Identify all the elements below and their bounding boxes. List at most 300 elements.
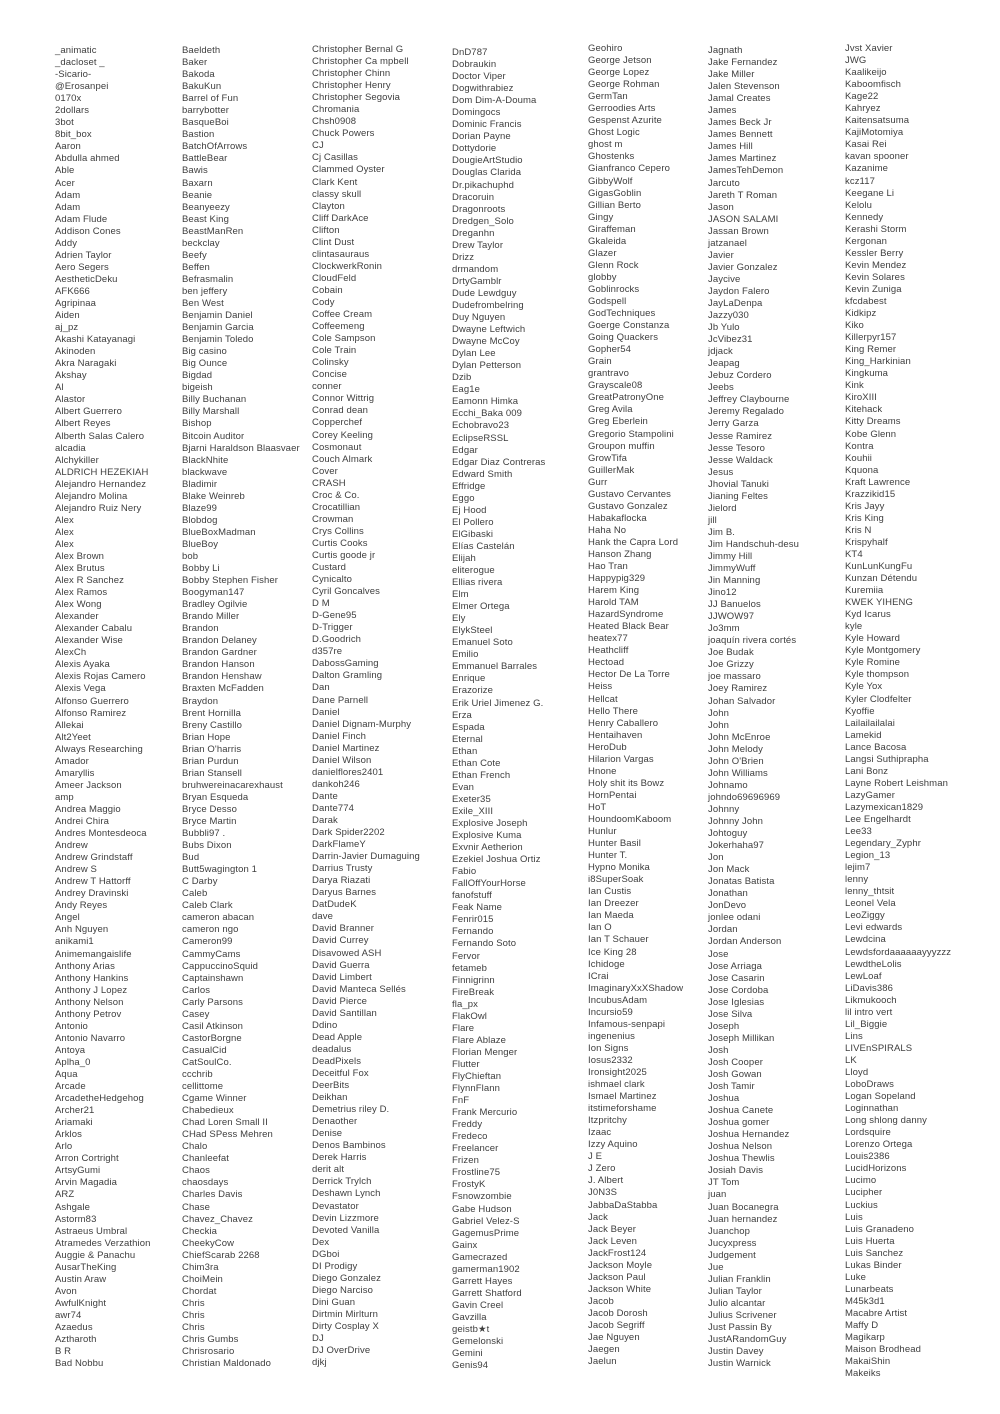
credit-name: Itzpritchy xyxy=(588,1115,628,1127)
credit-name: Dzib xyxy=(452,372,472,384)
credit-name: James xyxy=(708,105,737,117)
credit-name: Habakaflocka xyxy=(588,512,647,524)
credit-name: Amaryllis xyxy=(55,767,95,779)
credits-column-5 xyxy=(588,43,683,1368)
credit-name: Billy Buchanan xyxy=(182,394,247,406)
credit-name: Bryce Desso xyxy=(182,803,237,815)
credit-name: cameron abacan xyxy=(182,912,255,924)
credit-name: Ian Maeda xyxy=(588,910,634,922)
credit-name: Alexander Cabalu xyxy=(55,623,133,635)
credit-name: Daniel Dignam-Murphy xyxy=(312,718,412,730)
credit-name: Emilio xyxy=(452,649,479,661)
credit-name: Corey Keeling xyxy=(312,429,373,441)
credit-name: juan xyxy=(708,1189,727,1201)
credit-name: Gainx xyxy=(452,1239,478,1251)
credit-name: Astraeus Umbral xyxy=(55,1225,128,1237)
credit-name: Al xyxy=(55,382,64,394)
credit-name: Chalo xyxy=(182,1141,208,1153)
credit-name: Emanuel Soto xyxy=(452,637,513,649)
credit-name: Juan Bocanegra xyxy=(708,1201,779,1213)
credit-name: Jose Silva xyxy=(708,1008,753,1020)
credit-name: eliterogue xyxy=(452,565,495,577)
credit-name: AFK666 xyxy=(55,285,90,297)
credit-name: J Zero xyxy=(588,1163,616,1175)
credit-name: Greg Avila xyxy=(588,404,633,416)
credit-name: Adrien Taylor xyxy=(55,249,112,261)
credit-name: David Pierce xyxy=(312,995,368,1007)
credit-name: Jielord xyxy=(708,502,737,514)
credit-name: FlakOwl xyxy=(452,1010,488,1022)
credit-name: Devastator xyxy=(312,1200,359,1212)
credit-name: Dead Apple xyxy=(312,1031,363,1043)
credit-name: jdjack xyxy=(708,346,733,358)
credit-name: Jordan xyxy=(708,924,738,936)
credit-name: Chuck Powers xyxy=(312,128,375,140)
credit-name: Hentaihaven xyxy=(588,729,643,741)
credit-name: i8SuperSoak xyxy=(588,874,644,886)
credit-name: DeadPixels xyxy=(312,1055,362,1067)
credit-name: Iosus2332 xyxy=(588,1054,633,1066)
credit-name: Carlos xyxy=(182,984,211,996)
credit-name: Brian Hope xyxy=(182,731,231,743)
credit-name: Jerry Garza xyxy=(708,418,759,430)
credit-name: Andrea Maggio xyxy=(55,803,121,815)
credit-name: Addy xyxy=(55,237,78,249)
credit-name: J0N3S xyxy=(588,1187,618,1199)
credit-name: Levi edwards xyxy=(845,922,903,934)
credit-name: Julius Scrivener xyxy=(708,1309,777,1321)
credit-name: djkj xyxy=(312,1357,327,1369)
credit-name: Brandon xyxy=(182,623,219,635)
credit-name: Alejandro Hernandez xyxy=(55,478,147,490)
credit-name: ImaginaryXxXShadow xyxy=(588,982,684,994)
credit-name: Jassan Brown xyxy=(708,225,769,237)
credit-name: Brandon Delaney xyxy=(182,635,257,647)
credit-name: Gustavo Cervantes xyxy=(588,488,672,500)
credit-name: Christopher Bernal G xyxy=(312,44,404,55)
credit-name: FnF xyxy=(452,1095,470,1107)
credit-name: Alexander Wise xyxy=(55,635,123,647)
credit-name: JJWOW97 xyxy=(708,611,755,623)
credit-name: Arvin Magadia xyxy=(55,1177,118,1189)
credit-name: Jonathan xyxy=(708,888,748,900)
credit-name: Heiss xyxy=(588,681,613,693)
credit-name: Beffen xyxy=(182,261,210,273)
credit-name: Cole Sampson xyxy=(312,333,376,345)
credit-name: LiDavis386 xyxy=(845,982,893,994)
credit-name: John McEnroe xyxy=(708,731,771,743)
credit-name: Alexis Ayaka xyxy=(55,659,110,671)
credit-name: Bryce Martin xyxy=(182,816,237,827)
credit-name: Joe Budak xyxy=(708,647,754,659)
credit-name: Jazzy030 xyxy=(708,310,749,322)
credit-name: Jaegen xyxy=(588,1344,620,1356)
credit-name: clintasauraus xyxy=(312,248,370,260)
credit-name: Fenrir015 xyxy=(452,914,494,926)
credit-name: Jeapag xyxy=(708,358,740,370)
credit-name: Astorm83 xyxy=(55,1213,97,1225)
credit-name: Baxarn xyxy=(182,177,213,189)
credit-name: Javier xyxy=(708,249,734,261)
credit-name: Bitcoin Auditor xyxy=(182,430,245,442)
credit-name: Kennedy xyxy=(845,211,884,223)
credit-name: Javier Gonzalez xyxy=(708,261,778,273)
credit-name: Always Researching xyxy=(55,743,143,755)
credit-name: Fsnowzombie xyxy=(452,1191,512,1203)
credit-name: Kingkuma xyxy=(845,368,889,380)
credit-name: Dwayne McCoy xyxy=(452,336,520,348)
credit-name: John Williams xyxy=(708,767,768,779)
credit-name: LewdtheLolis xyxy=(845,958,902,970)
credit-name: Ddino xyxy=(312,1019,338,1031)
credit-name: Demetrius riley D. xyxy=(312,1104,390,1116)
credit-name: John Melody xyxy=(708,743,763,755)
credit-name: Jaycive xyxy=(708,273,741,285)
credit-name: Kaboomfisch xyxy=(845,79,902,91)
credit-name: Dane Parnell xyxy=(312,694,369,706)
credit-name: Krazzikid15 xyxy=(845,488,896,500)
credit-name: John O'Brien xyxy=(708,755,764,767)
credit-name: James Bennett xyxy=(708,129,773,141)
credit-name: DGboi xyxy=(312,1248,340,1260)
credit-name: Kelolu xyxy=(845,199,873,211)
credit-name: Jin Manning xyxy=(708,575,761,587)
credit-name: dave xyxy=(312,911,334,923)
credit-name: Johnny xyxy=(708,803,740,815)
credit-name: Alex xyxy=(55,514,74,526)
credit-name: FallOffYourHorse xyxy=(452,878,526,890)
credit-name: Antonio xyxy=(55,1020,88,1032)
credit-name: CastorBorgne xyxy=(182,1032,242,1044)
credit-name: Glazer xyxy=(588,247,617,259)
credit-name: Chordat xyxy=(182,1285,217,1297)
credit-name: Lucimo xyxy=(845,1175,877,1187)
credit-name: Fredeco xyxy=(452,1131,488,1143)
credit-name: Jeffrey Claybourne xyxy=(708,394,790,406)
credit-name: LucidHorizons xyxy=(845,1163,907,1175)
credit-name: Justin Warnick xyxy=(708,1358,771,1370)
credit-name: Kasai Rei xyxy=(845,139,887,151)
credit-name: Jhovial Tanuki xyxy=(708,478,769,490)
credit-name: Espada xyxy=(452,721,485,733)
credit-name: itstimeforshame xyxy=(588,1103,657,1115)
credit-name: lenny_thtsit xyxy=(845,886,895,898)
credit-name: ben jeffery xyxy=(182,285,228,297)
credit-name: cameron ngo xyxy=(182,924,239,936)
credit-name: Alchykiller xyxy=(55,454,99,466)
credit-name: Kunzan Détendu xyxy=(845,573,918,585)
credit-name: Frostline75 xyxy=(452,1167,501,1179)
credit-name: Chris xyxy=(182,1297,205,1309)
credit-name: Exeter35 xyxy=(452,793,491,805)
credit-name: Dalton Gramling xyxy=(312,670,383,682)
credit-name: Jue xyxy=(708,1261,724,1273)
credit-name: GermTan xyxy=(588,91,628,103)
credit-name: Captainshawn xyxy=(182,972,244,984)
credit-name: Luke xyxy=(845,1271,867,1283)
credit-name: joe massaro xyxy=(708,671,761,683)
credit-name: derit alt xyxy=(312,1164,345,1176)
credit-name: Croc & Co. xyxy=(312,489,360,501)
credit-name: Bubbli97 . xyxy=(182,828,226,840)
credit-name: Gabe Hudson xyxy=(452,1203,512,1215)
credit-name: IncubusAdam xyxy=(588,994,648,1006)
credit-name: Kyle thompson xyxy=(845,669,910,681)
credit-name: Joseph Millikan xyxy=(708,1032,775,1044)
credit-name: Eag1e xyxy=(452,384,480,396)
credit-name: Lucipher xyxy=(845,1187,883,1199)
credit-name: Giraffeman xyxy=(588,223,636,235)
credit-name: FrostyK xyxy=(452,1179,486,1191)
credit-name: Jason xyxy=(708,201,734,213)
credit-name: Christopher Henry xyxy=(312,80,391,92)
credit-name: Albert Reyes xyxy=(55,418,111,430)
credit-name: Bad Nobbu xyxy=(55,1358,104,1370)
credit-name: Derek Harris xyxy=(312,1152,367,1164)
credit-name: Brandon Gardner xyxy=(182,647,257,659)
credit-name: Hao Tran xyxy=(588,561,628,573)
credit-name: Jucyxpress xyxy=(708,1237,757,1249)
credit-name: Lewdcina xyxy=(845,934,886,946)
credit-name: J. Albert xyxy=(588,1175,624,1187)
credit-name: ArcadetheHedgehog xyxy=(55,1093,144,1105)
credit-name: Kitehack xyxy=(845,404,883,416)
credit-name: Dan xyxy=(312,682,330,694)
credit-name: HornPentai xyxy=(588,789,637,801)
credit-name: Ethan Cote xyxy=(452,757,501,769)
credit-name: Alejandro Molina xyxy=(55,490,128,502)
credit-name: Jack xyxy=(588,1211,608,1223)
credit-name: Denos Bambinos xyxy=(312,1140,386,1152)
credit-name: Juan hernandez xyxy=(708,1213,778,1225)
credit-name: Cosmonaut xyxy=(312,441,362,453)
credit-name: Joey Ramirez xyxy=(708,683,768,695)
credit-name: Jalen Stevenson xyxy=(708,81,780,93)
credit-name: Kyle Howard xyxy=(845,633,900,645)
credit-name: GodTechniques xyxy=(588,308,656,320)
credit-name: Jacob xyxy=(588,1295,614,1307)
credit-name: Long shlong danny xyxy=(845,1115,927,1127)
credit-name: Jake Miller xyxy=(708,69,755,81)
credit-name: Joseph xyxy=(708,1020,740,1032)
credit-name: Erza xyxy=(452,709,472,721)
credit-name: JcVibez31 xyxy=(708,334,753,346)
credit-name: fanofstuff xyxy=(452,890,492,902)
credit-name: Kidkipz xyxy=(845,308,877,320)
credit-name: BatchOfArrows xyxy=(182,141,248,153)
credit-name: Dark Spider2202 xyxy=(312,827,385,839)
credit-name: Dirty Cosplay X xyxy=(312,1320,379,1332)
credit-name: Legion_13 xyxy=(845,850,891,862)
credit-name: Kris Jayy xyxy=(845,500,885,512)
credit-name: D-Trigger xyxy=(312,622,353,634)
credit-name: Gianfranco Cepero xyxy=(588,163,670,175)
credit-name: Jon Mack xyxy=(708,864,750,876)
credit-name: Keegane Li xyxy=(845,187,895,199)
credit-name: David Limbert xyxy=(312,971,372,983)
credit-name: Jim B. xyxy=(708,526,735,538)
credit-name: GibbyWolf xyxy=(588,175,633,187)
credit-name: King_Harkinian xyxy=(845,356,911,368)
credit-name: Ian O xyxy=(588,922,612,934)
credit-name: Bladimir xyxy=(182,478,218,490)
credit-name: Ej Hood xyxy=(452,504,487,516)
credit-name: Jim Handschuh-desu xyxy=(708,538,800,550)
credit-name: kcz117 xyxy=(845,175,875,187)
credit-name: ccchrib xyxy=(182,1068,213,1080)
credit-name: Evan xyxy=(452,781,475,793)
credit-name: Akinoden xyxy=(55,346,96,358)
credit-name: Lee33 xyxy=(845,826,872,838)
credit-name: Fabio xyxy=(452,866,477,878)
credit-name: Johnamo xyxy=(708,779,748,791)
credit-name: Enrique xyxy=(452,673,486,685)
credit-name: Alex Ramos xyxy=(55,587,108,599)
credit-name: EclipseRSSL xyxy=(452,432,509,444)
credit-name: Coffeemeng xyxy=(312,321,365,333)
credit-name: Dreganhn xyxy=(452,227,495,239)
credit-name: D-Gene95 xyxy=(312,610,357,622)
credit-name: Ion Signs xyxy=(588,1042,629,1054)
credit-name: Andy Reyes xyxy=(55,900,108,912)
credit-name: DarkFlameY xyxy=(312,839,366,851)
credit-name: geistb★t xyxy=(452,1323,490,1335)
credit-name: lejim7 xyxy=(845,862,871,874)
credit-name: Lins xyxy=(845,1030,863,1042)
credit-name: Crys Collins xyxy=(312,525,364,537)
credit-name: CatSoulCo. xyxy=(182,1056,232,1068)
credit-name: Alastor xyxy=(55,394,86,406)
credit-name: heatex77 xyxy=(588,633,628,645)
credit-name: Animemangaislife xyxy=(55,948,132,960)
credit-name: Drew Taylor xyxy=(452,239,504,251)
credit-name: Gavzilla xyxy=(452,1311,487,1323)
credit-name: Krispyhalf xyxy=(845,536,888,548)
credit-name: DJ OverDrive xyxy=(312,1345,371,1357)
credit-name: Lil_Biggie xyxy=(845,1018,888,1030)
credit-name: Jo3mm xyxy=(708,623,740,635)
credit-name: Adam xyxy=(55,189,81,201)
credit-name: Jackson Paul xyxy=(588,1271,646,1283)
credit-name: Kyle Montgomery xyxy=(845,645,921,657)
credit-name: Cobain xyxy=(312,284,343,296)
credit-name: Beast King xyxy=(182,213,229,225)
credit-name: Big casino xyxy=(182,346,227,358)
credit-name: Dylan Lee xyxy=(452,348,496,360)
credit-name: Dini Guan xyxy=(312,1296,356,1308)
credit-name: Arklos xyxy=(55,1129,82,1141)
credit-name: Azaedus xyxy=(55,1321,93,1333)
credit-name: Emmanuel Barrales xyxy=(452,661,538,673)
credit-name: Gustavo Gonzalez xyxy=(588,500,668,512)
credit-name: KWEK YIHENG xyxy=(845,597,913,609)
credit-name: King Remer xyxy=(845,344,897,356)
credit-name: Hank the Capra Lord xyxy=(588,536,679,548)
credit-name: Heated Black Bear xyxy=(588,621,669,633)
credit-name: barrybotter xyxy=(182,105,230,117)
credit-name: Joshua xyxy=(708,1093,740,1105)
credit-name: Jon xyxy=(708,852,724,864)
credit-name: Leonel Vela xyxy=(845,898,896,910)
credit-name: conner xyxy=(312,381,342,393)
credit-name: Acer xyxy=(55,177,75,189)
credit-name: Ironsight2025 xyxy=(588,1066,647,1078)
credit-name: Dredgen_Solo xyxy=(452,215,514,227)
credit-name: Julio alcantar xyxy=(708,1297,766,1309)
credit-name: Christian Maldonado xyxy=(182,1358,272,1370)
credit-name: Chris Gumbs xyxy=(182,1334,239,1346)
credit-name: Ghost Logic xyxy=(588,127,640,139)
credit-name: HoT xyxy=(588,801,607,813)
credit-name: ARZ xyxy=(55,1189,75,1201)
credit-name: Josh Tamir xyxy=(708,1081,755,1093)
credit-name: Exile_XIII xyxy=(452,805,494,817)
credit-name: Lordsquire xyxy=(845,1127,891,1139)
credit-name: Haha No xyxy=(588,524,627,536)
credit-name: Kobe Glenn xyxy=(845,428,897,440)
credit-name: HoundoomKaboom xyxy=(588,814,672,825)
credit-name: Dogwithrabiez xyxy=(452,83,514,95)
credit-name: Custard xyxy=(312,562,346,574)
credit-name: Lailailailalai xyxy=(845,717,895,729)
credit-name: Chromania xyxy=(312,104,360,116)
credit-name: Jack Beyer xyxy=(588,1223,636,1235)
credit-name: Joshua Hernandez xyxy=(708,1129,790,1141)
credit-name: Lorenzo Ortega xyxy=(845,1139,913,1151)
credit-name: Chris xyxy=(182,1309,205,1321)
credit-name: _animatic xyxy=(55,45,97,56)
credit-name: Maffy D xyxy=(845,1319,879,1331)
credit-name: Christopher Chinn xyxy=(312,68,391,80)
credit-name: M45k3d1 xyxy=(845,1295,885,1307)
credit-name: FireBreak xyxy=(452,986,495,998)
credit-name: Cover xyxy=(312,465,338,477)
credit-name: Kyle Romine xyxy=(845,657,900,669)
credit-name: Just Passin By xyxy=(708,1321,772,1333)
credit-name: Flare xyxy=(452,1022,475,1034)
credit-name: CasualCid xyxy=(182,1044,227,1056)
credit-name: bruhwereinacarexhaust xyxy=(182,779,283,791)
credit-name: Kyd Icarus xyxy=(845,609,891,621)
credit-name: JustARandomGuy xyxy=(708,1334,787,1346)
credit-name: d357re xyxy=(312,646,343,658)
credit-name: Addison Cones xyxy=(55,225,121,237)
credit-name: Eggo xyxy=(452,492,475,504)
credits-column-3 xyxy=(312,44,420,1369)
credit-name: Gingy xyxy=(588,211,614,223)
credit-name: CJ xyxy=(312,140,324,152)
credit-name: Daniel Martinez xyxy=(312,742,380,754)
credit-name: Louis2386 xyxy=(845,1151,890,1163)
credit-name: Legendary_Zyphr xyxy=(845,838,921,850)
credit-name: Holy shit its Bowz xyxy=(588,777,665,789)
credit-name: BlueBoxMadman xyxy=(182,526,256,538)
credit-name: Kiko xyxy=(845,320,864,332)
credit-name: Goerge Constanza xyxy=(588,320,670,332)
credit-name: Goblinrocks xyxy=(588,283,640,295)
credit-name: _dacloset _ xyxy=(55,57,105,69)
credit-name: gamerman1902 xyxy=(452,1263,520,1275)
credit-name: Hunter T. xyxy=(588,850,628,862)
credit-name: Akra Naragaki xyxy=(55,358,117,370)
credit-name: Alex Brown xyxy=(55,550,105,562)
credit-name: Billy Marshall xyxy=(182,406,240,418)
credit-name: Alex xyxy=(55,526,74,538)
credit-name: lil intro vert xyxy=(845,1006,893,1018)
credit-name: GagemusPrime xyxy=(452,1227,520,1239)
credit-name: Bishop xyxy=(182,418,212,430)
credit-name: Deikhan xyxy=(312,1092,348,1104)
